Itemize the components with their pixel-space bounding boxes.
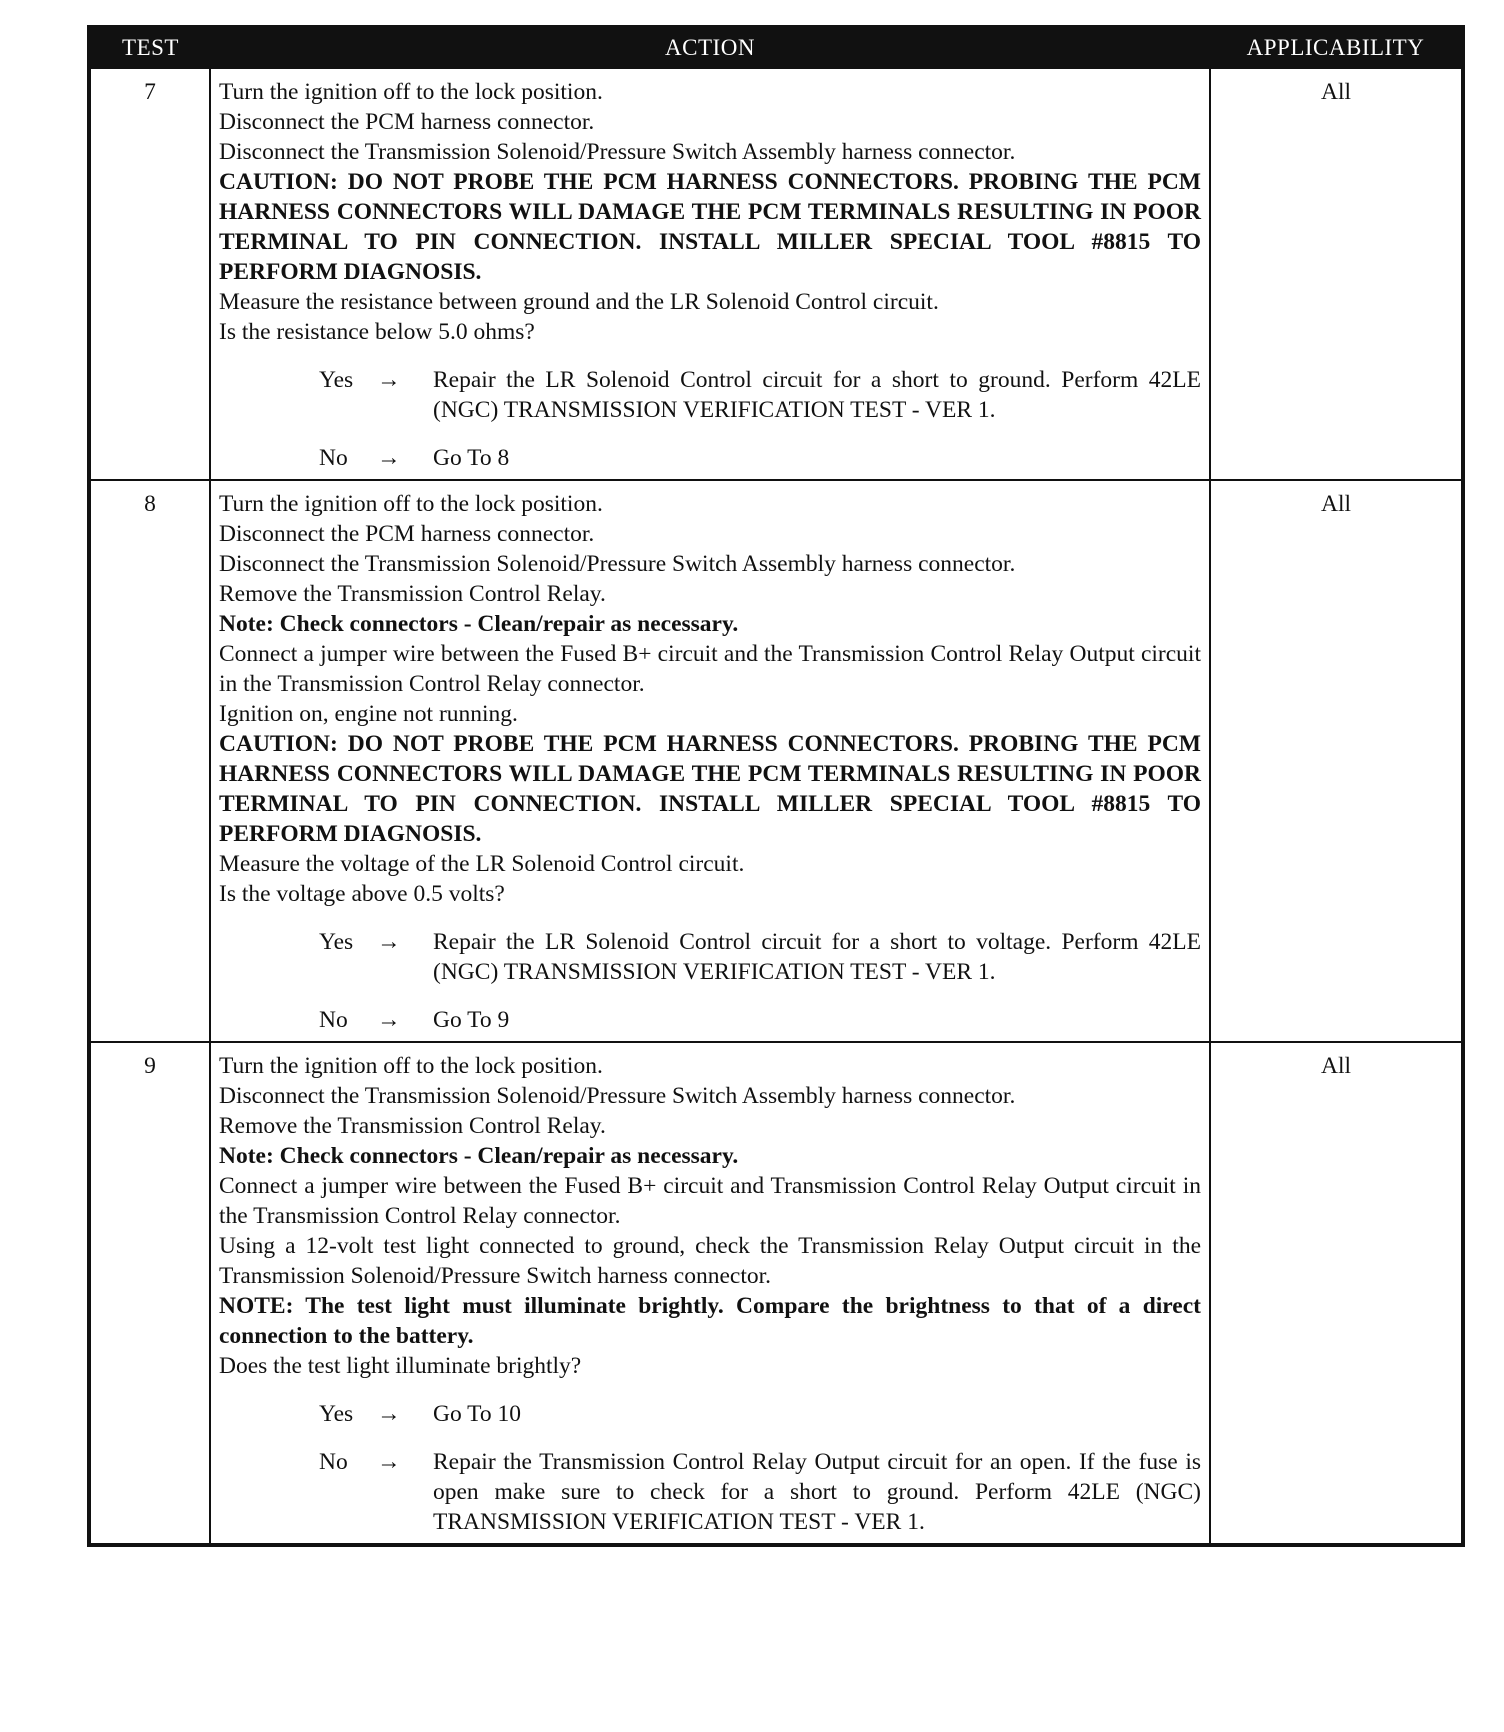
answer-yes xyxy=(319,927,1201,987)
action-cell xyxy=(210,1042,1210,1545)
diagnostic-table xyxy=(87,25,1465,1547)
action-step: Disconnect the Transmission Solenoid/Pressure Switch Assembly harness connector. xyxy=(219,139,1016,165)
question-text: Is the resistance below 5.0 ohms? xyxy=(219,319,535,345)
answer-text: Go To 9 xyxy=(433,1007,510,1033)
action-step: Turn the ignition off to the lock position. xyxy=(219,79,603,105)
answer-no xyxy=(319,1005,1201,1035)
action-step: Disconnect the PCM harness connector. xyxy=(219,109,595,135)
answer-text: Repair the LR Solenoid Control circuit for a short to ground. Perform 42LE (NGC) TRANSMISSION VERIFICATION TEST - VER 1. xyxy=(433,367,1201,423)
arrow-right-icon: → xyxy=(377,1401,401,1427)
arrow-right-icon: → xyxy=(377,445,401,471)
caution-text: CAUTION: DO NOT PROBE THE PCM HARNESS CONNECTORS. PROBING THE PCM HARNESS CONNECTORS WILL DAMAGE THE PCM TERMINALS RESULTING IN POOR TERMINAL TO PIN CONNECTION. INSTALL MILLER SPECIAL TOOL #8815 TO PERFORM DIAGNOSIS. xyxy=(219,169,1201,285)
action-step: Connect a jumper wire between the Fused B+ circuit and Transmission Control Relay Output circuit in the Transmission Control Relay connector. xyxy=(219,1173,1201,1229)
action-cell xyxy=(210,68,1210,480)
answer-label: No xyxy=(319,1449,348,1475)
note-text: NOTE: The test light must illuminate brightly. Compare the brightness to that of a direct connection to the battery. xyxy=(219,1293,1201,1349)
action-step: Connect a jumper wire between the Fused B+ circuit and the Transmission Control Relay Output circuit in the Transmission Control Relay connector. xyxy=(219,641,1201,697)
header-applicability: APPLICABILITY xyxy=(1210,27,1463,68)
test-row-9 xyxy=(89,1042,1463,1545)
answer-label: No xyxy=(319,445,348,471)
answers xyxy=(319,365,1201,473)
test-number: 8 xyxy=(89,480,210,1042)
header-row xyxy=(89,27,1463,68)
action-step: Disconnect the Transmission Solenoid/Pressure Switch Assembly harness connector. xyxy=(219,551,1016,577)
answer-text: Go To 8 xyxy=(433,445,510,471)
test-row-7 xyxy=(89,68,1463,480)
arrow-right-icon: → xyxy=(377,367,401,393)
test-number: 9 xyxy=(89,1042,210,1545)
answer-label: Yes xyxy=(319,929,354,955)
answer-yes xyxy=(319,365,1201,425)
arrow-right-icon: → xyxy=(377,1449,401,1475)
note-text: Note: Check connectors - Clean/repair as necessary. xyxy=(219,1143,739,1169)
arrow-right-icon: → xyxy=(377,1007,401,1033)
action-step: Turn the ignition off to the lock position. xyxy=(219,491,603,517)
answer-label: No xyxy=(319,1007,348,1033)
note-text: Note: Check connectors - Clean/repair as necessary. xyxy=(219,611,739,637)
question-text: Is the voltage above 0.5 volts? xyxy=(219,881,505,907)
action-step: Measure the resistance between ground and the LR Solenoid Control circuit. xyxy=(219,289,939,315)
question-text: Does the test light illuminate brightly? xyxy=(219,1353,582,1379)
answer-label: Yes xyxy=(319,367,354,393)
answer-label: Yes xyxy=(319,1401,354,1427)
test-row-8 xyxy=(89,480,1463,1042)
answer-text: Repair the LR Solenoid Control circuit for a short to voltage. Perform 42LE (NGC) TRANSMISSION VERIFICATION TEST - VER 1. xyxy=(433,929,1201,985)
header-test: TEST xyxy=(89,27,210,68)
action-step: Remove the Transmission Control Relay. xyxy=(219,1113,606,1139)
action-step: Remove the Transmission Control Relay. xyxy=(219,581,606,607)
answer-text: Repair the Transmission Control Relay Output circuit for an open. If the fuse is open make sure to check for a short to ground. Perform 42LE (NGC) TRANSMISSION VERIFICATION TEST - VER 1. xyxy=(433,1449,1201,1535)
action-step: Disconnect the Transmission Solenoid/Pressure Switch Assembly harness connector. xyxy=(219,1083,1016,1109)
action-step: Using a 12-volt test light connected to ground, check the Transmission Relay Output circuit in the Transmission Solenoid/Pressure Switch harness connector. xyxy=(219,1233,1201,1289)
answers xyxy=(319,927,1201,1035)
answers xyxy=(319,1399,1201,1537)
action-step: Measure the voltage of the LR Solenoid Control circuit. xyxy=(219,851,745,877)
applicability-value: All xyxy=(1210,68,1463,480)
answer-text: Go To 10 xyxy=(433,1401,522,1427)
action-cell xyxy=(210,480,1210,1042)
caution-text: CAUTION: DO NOT PROBE THE PCM HARNESS CONNECTORS. PROBING THE PCM HARNESS CONNECTORS WILL DAMAGE THE PCM TERMINALS RESULTING IN POOR TERMINAL TO PIN CONNECTION. INSTALL MILLER SPECIAL TOOL #8815 TO PERFORM DIAGNOSIS. xyxy=(219,731,1201,847)
test-number: 7 xyxy=(89,68,210,480)
answer-no xyxy=(319,1447,1201,1537)
action-step: Ignition on, engine not running. xyxy=(219,701,518,727)
answer-yes xyxy=(319,1399,1201,1429)
applicability-value: All xyxy=(1210,480,1463,1042)
table-header xyxy=(89,27,1463,68)
arrow-right-icon: → xyxy=(377,929,401,955)
action-step: Turn the ignition off to the lock position. xyxy=(219,1053,603,1079)
answer-no xyxy=(319,443,1201,473)
action-step: Disconnect the PCM harness connector. xyxy=(219,521,595,547)
applicability-value: All xyxy=(1210,1042,1463,1545)
header-action: ACTION xyxy=(210,27,1210,68)
